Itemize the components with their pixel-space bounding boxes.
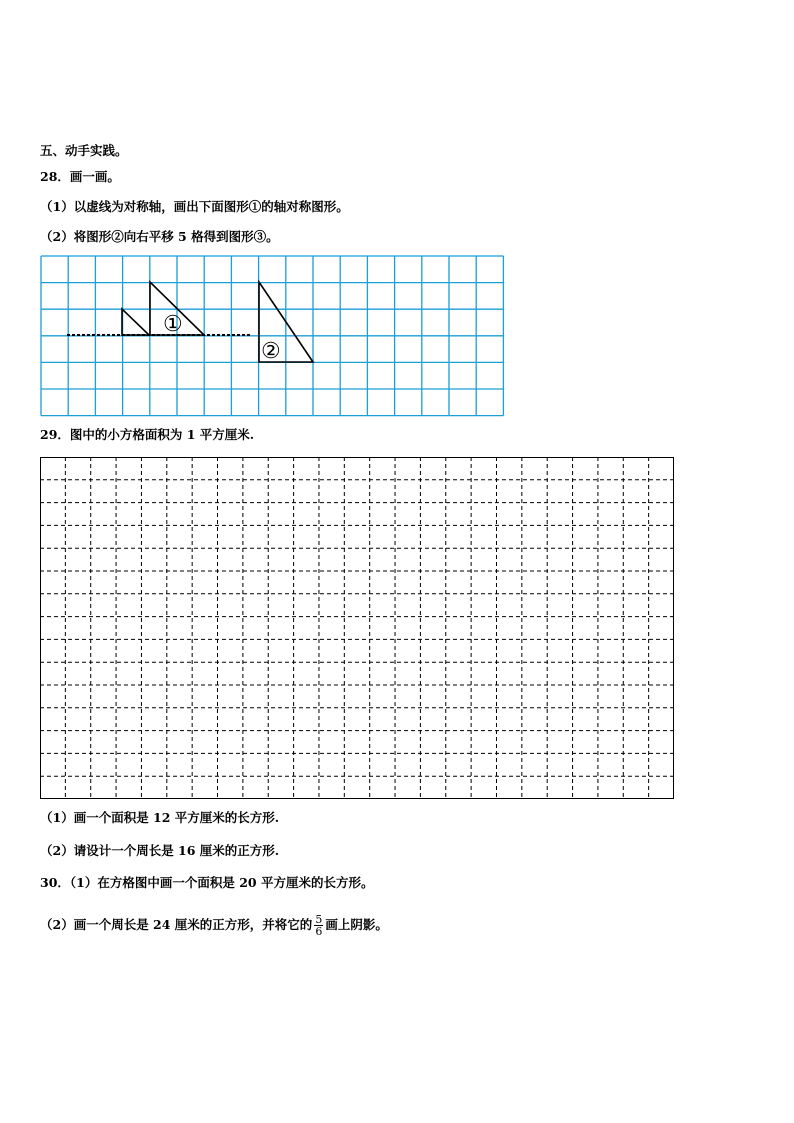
q28-part1: （1）以虚线为对称轴，画出下面图形①的轴对称图形。: [40, 199, 349, 214]
shape-1-small-triangle: [122, 309, 149, 335]
q29-title: 29．图中的小方格面积为 1 平方厘米.: [40, 427, 255, 442]
q30-part2-before: （2）画一个周长是 24 厘米的正方形，并将它的: [40, 917, 313, 932]
grid-border: [41, 458, 674, 799]
shape-1-label: ①: [163, 312, 183, 337]
q29-dashed-grid: [40, 457, 675, 800]
section-title: 五、动手实践。: [40, 143, 128, 158]
q29-part1: （1）画一个面积是 12 平方厘米的长方形.: [40, 810, 280, 825]
fraction: [314, 914, 323, 937]
q28-title: 28．画一画。: [40, 169, 120, 184]
q30-part2: [40, 912, 388, 938]
fraction-denominator: 6: [315, 925, 323, 938]
q28-blue-grid: [40, 255, 506, 417]
shape-2-label: ②: [261, 339, 281, 364]
q30-part1: 30．（1）在方格图中画一个面积是 20 平方厘米的长方形。: [40, 875, 374, 890]
q29-part2: （2）请设计一个周长是 16 厘米的正方形.: [40, 843, 280, 858]
fraction-numerator: 5: [315, 913, 323, 926]
q28-part2: （2）将图形②向右平移 5 格得到图形③。: [40, 229, 279, 244]
q30-part2-after: 画上阴影。: [325, 917, 388, 932]
